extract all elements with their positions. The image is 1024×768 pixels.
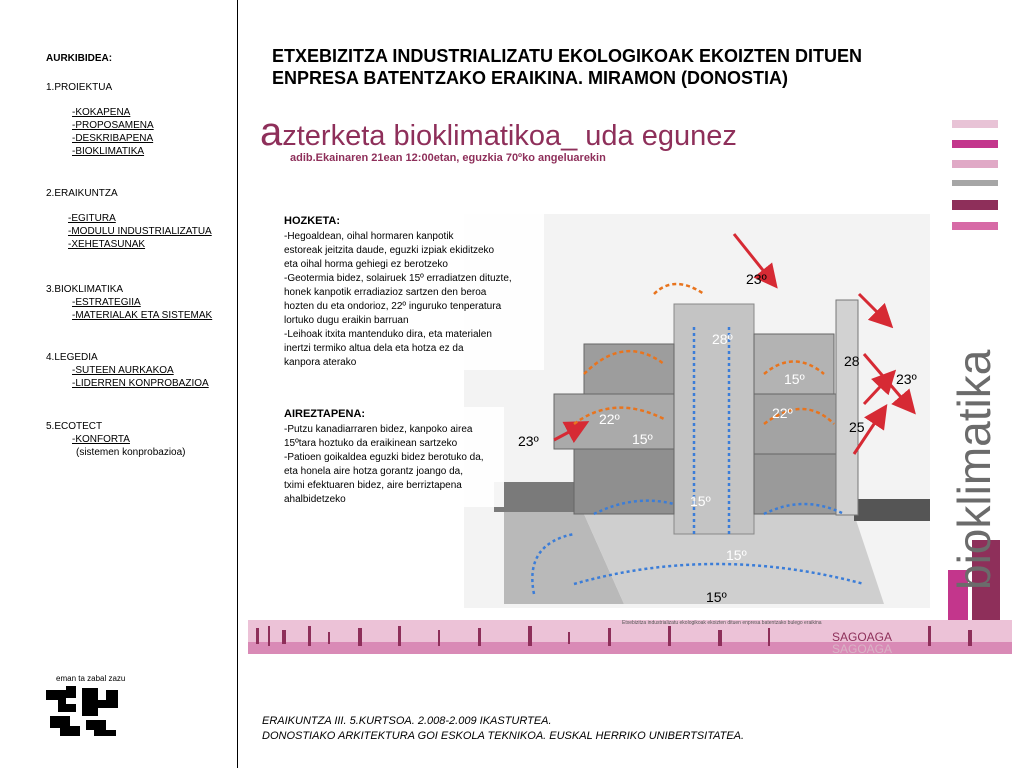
temp-label: 28º: [712, 331, 733, 347]
nav-section-legedia: [46, 351, 209, 390]
vertical-brand-graphic: [940, 110, 1010, 655]
nav-section-label: 1.PROIEKTUA: [46, 82, 113, 93]
ventilation-line: eta honela aire hotza gorantz joango da,: [284, 466, 464, 477]
cooling-text-block: [284, 214, 544, 370]
nav-link-modulu-industrializatua[interactable]: -MODULU INDUSTRIALIZATUA: [68, 226, 212, 237]
nav-section-label: 3.BIOKLIMATIKA: [46, 284, 124, 295]
strip-caption: Etxebizitza industrializatu ekologikoak ekoizten dituen enpresa batentzako bulego eraikina: [622, 620, 822, 626]
footer: [262, 714, 744, 744]
temp-label: 15º: [632, 431, 653, 447]
university-motto: eman ta zabal zazu: [56, 674, 126, 683]
temp-label: 15º: [784, 371, 805, 387]
nav-section-label: 5.ECOTECT: [46, 421, 103, 432]
brand-name-reflection: SAGOAGA: [832, 642, 893, 656]
temp-label: 15º: [726, 547, 747, 563]
temp-label: 22º: [599, 411, 620, 427]
nav-link-suteen-aurkakoa[interactable]: -SUTEEN AURKAKOA: [72, 365, 174, 376]
section-heading: [260, 110, 737, 155]
temp-label: 28: [844, 353, 860, 369]
nav-link-bioklimatika[interactable]: -BIOKLIMATIKA: [72, 146, 145, 157]
nav-link-konforta[interactable]: -KONFORTA: [72, 434, 130, 445]
nav-section-bioklimatika: [46, 283, 212, 322]
ventilation-text-block: [284, 407, 504, 507]
south-curtain-wall: [836, 300, 858, 515]
right-middle-volume: [754, 394, 844, 454]
nav-section-eraikuntza: [46, 187, 212, 251]
section-heading-text: zterketa bioklimatikoa_ uda egunez: [282, 120, 737, 152]
ventilation-line: -Putzu kanadiarraren bidez, kanpoko airea: [284, 424, 473, 435]
cooling-line: hozten du eta ondorioz, 22º inguruko tenperatura: [284, 301, 502, 312]
ventilation-line: -Patioen goikaldea eguzki bidez berotuko da,: [284, 452, 484, 463]
nav-link-kokapena[interactable]: -KOKAPENA: [72, 107, 131, 118]
left-ramp: [494, 482, 584, 512]
temp-label: 15º: [690, 493, 711, 509]
nav-link-estrategiia[interactable]: -ESTRATEGIIA: [72, 297, 141, 308]
temp-label: 22º: [772, 405, 793, 421]
cooling-line: inertzi termiko altua dela eta hotza ez da: [284, 343, 464, 354]
temp-label: 15º: [706, 589, 727, 605]
footer-line1: ERAIKUNTZA III. 5.KURTSOA. 2.008-2.009 IKASTURTEA.: [262, 715, 552, 727]
cooling-heading: HOZKETA:: [284, 215, 341, 227]
nav-link-materialak-eta-sistemak[interactable]: -MATERIALAK ETA SISTEMAK: [72, 310, 213, 321]
nav-link-xehetasunak[interactable]: -XEHETASUNAK: [68, 239, 146, 250]
cooling-line: -Geotermia bidez, solairuek 15º erradiatzen dituzte,: [284, 273, 512, 284]
sidebar-divider: [237, 0, 238, 768]
temp-label: 23º: [518, 433, 539, 449]
sidebar-nav: [0, 0, 237, 768]
nav-section-proiektua: [46, 81, 154, 158]
section-heading-initial: a: [260, 110, 283, 154]
temp-label: 25: [849, 419, 865, 435]
cooling-line: honek kanpotik erradiazioz sartzen den beroa: [284, 287, 487, 298]
cooling-line: lortuko dugu eraikin barruan: [284, 315, 409, 326]
cooling-line: estoreak jeitzita daude, eguzki izpiak ekiditzeko: [284, 245, 495, 256]
temp-label: 23º: [746, 271, 767, 287]
university-logo-icon: [46, 686, 118, 736]
page-title-line2: ENPRESA BATENTZAKO ERAIKINA. MIRAMON (DONOSTIA): [272, 68, 788, 88]
footer-line2: DONOSTIAKO ARKITEKTURA GOI ESKOLA TEKNIKOA. EUSKAL HERRIKO UNIBERTSITATEA.: [262, 730, 745, 742]
right-ramp: [854, 499, 930, 521]
nav-link-deskribapena[interactable]: -DESKRIBAPENA: [72, 133, 154, 144]
cooling-line: -Leihoak itxita mantenduko dira, eta materialen: [284, 329, 492, 340]
cooling-line: eta oihal horma gehiegi ez berotzeko: [284, 259, 448, 270]
cooling-line: -Hegoaldean, oihal hormaren kanpotik: [284, 231, 454, 242]
nav-title: AURKIBIDEA:: [46, 53, 113, 64]
nav-note: (sistemen konprobazioa): [76, 447, 186, 458]
nav-link-egitura[interactable]: -EGITURA: [68, 213, 116, 224]
nav-section-label: 4.LEGEDIA: [46, 352, 98, 363]
nav-section-label: 2.ERAIKUNTZA: [46, 188, 118, 199]
vertical-brand-text: bioklimatika: [948, 349, 1000, 590]
page-title: [272, 45, 972, 89]
nav-link-liderren-konprobazioa[interactable]: -LIDERREN KONPROBAZIOA: [72, 378, 209, 389]
section-subheading: adib.Ekainaren 21ean 12:00etan, eguzkia 70ºko angeluarekin: [290, 152, 606, 164]
ventilation-line: ahalbidetzeko: [284, 494, 346, 505]
nav-section-ecotect: [46, 420, 186, 459]
ventilation-heading: AIREZTAPENA:: [284, 408, 366, 420]
page-title-line1: ETXEBIZITZA INDUSTRIALIZATU EKOLOGIKOAK EKOIZTEN DITUEN: [272, 46, 862, 66]
temp-label: 23º: [896, 371, 917, 387]
ventilation-line: tximi efektuaren bidez, aire berriztapena: [284, 480, 462, 491]
brand-name: SAGOAGA: [832, 630, 893, 644]
ventilation-line: 15ºtara hoztuko da eraikinean sartzeko: [284, 438, 458, 449]
nav-link-proposamena[interactable]: -PROPOSAMENA: [72, 120, 154, 131]
cooling-line: kanpora aterako: [284, 357, 357, 368]
